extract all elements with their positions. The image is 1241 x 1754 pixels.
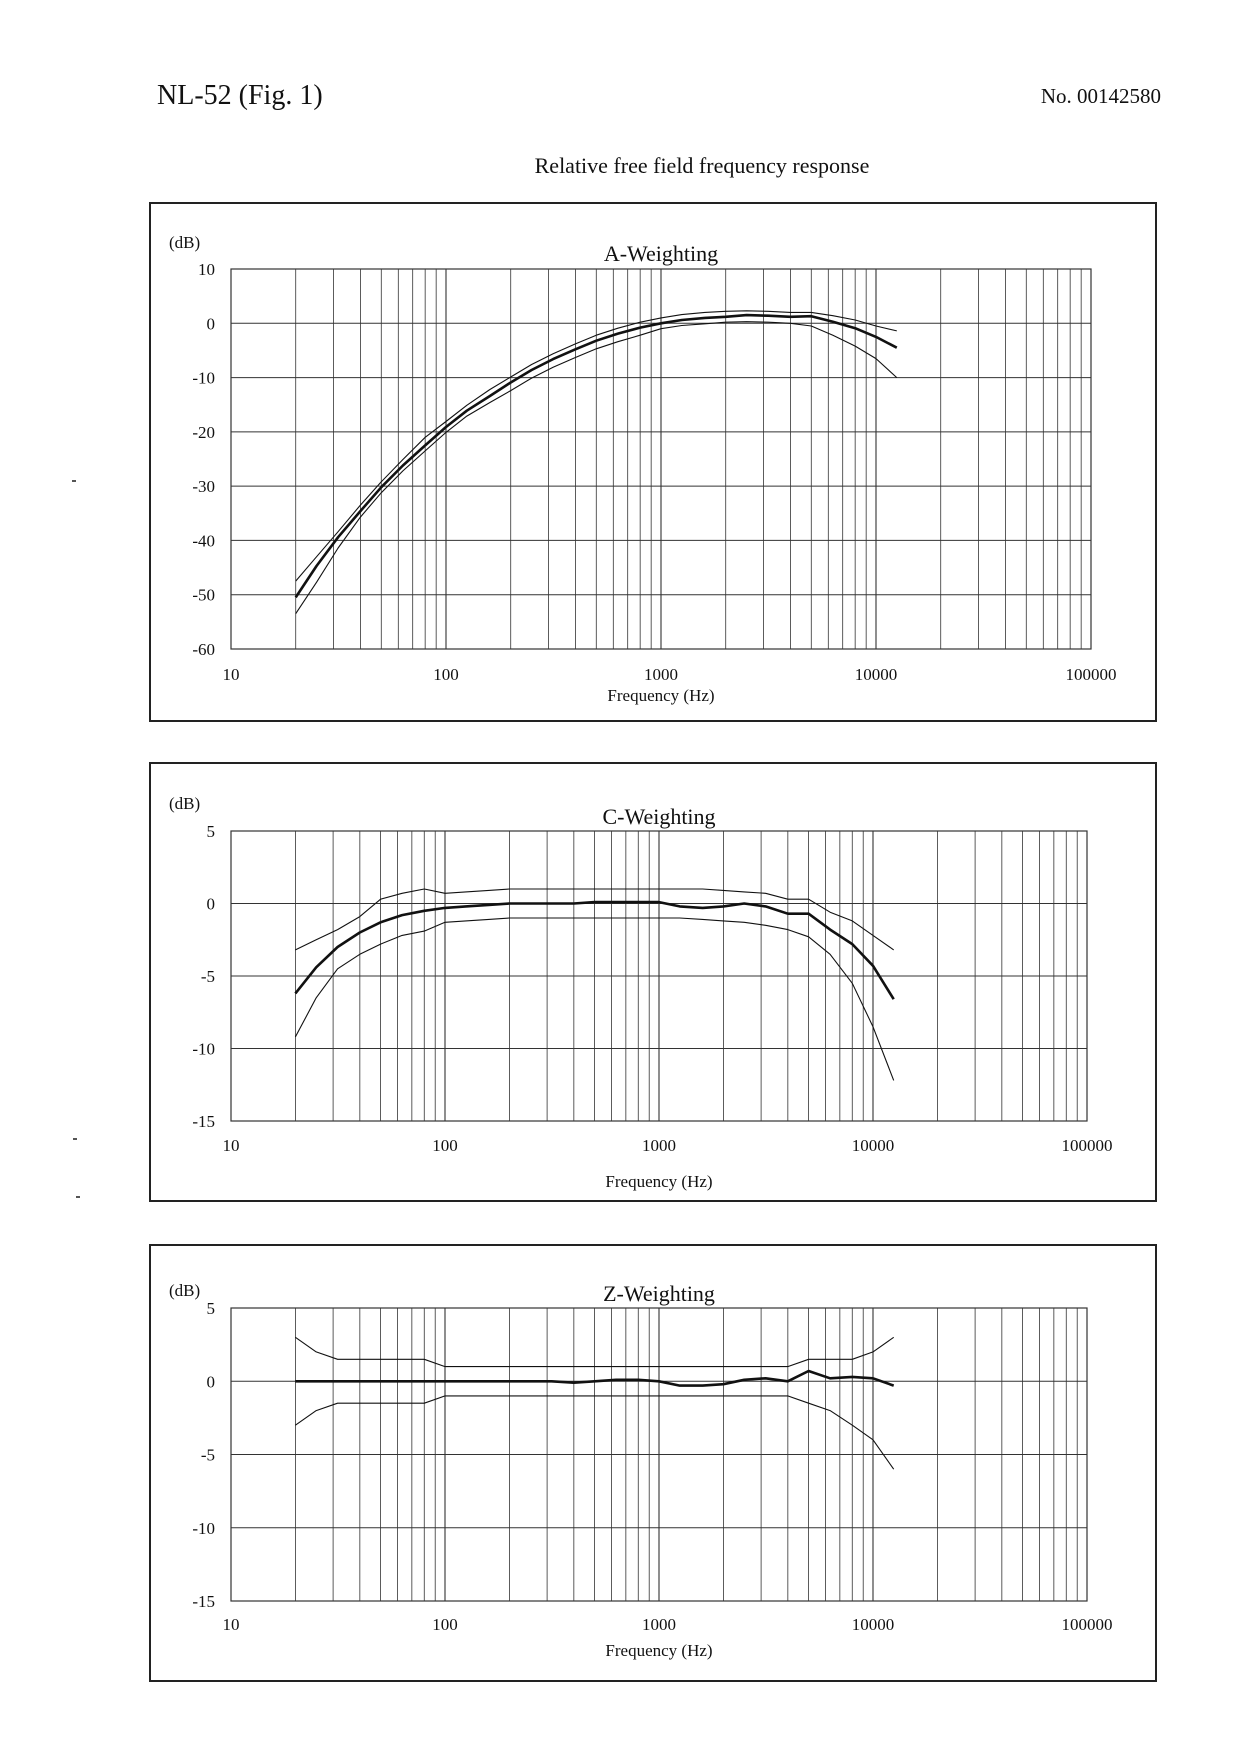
- x-tick-label: 100: [433, 665, 459, 684]
- scan-mark: [73, 1138, 77, 1140]
- c-weighting-chart: [151, 764, 1159, 1204]
- y-tick-label: 5: [206, 822, 215, 841]
- x-tick-label: 100: [432, 1136, 458, 1155]
- y-tick-label: -15: [192, 1112, 215, 1131]
- y-tick-label: 5: [206, 1299, 215, 1318]
- y-tick-label: -10: [192, 368, 215, 388]
- x-tick-label: 1000: [642, 1615, 676, 1634]
- x-tick-label: 100: [432, 1615, 458, 1634]
- y-tick-label: -10: [192, 1518, 215, 1538]
- y-axis-label: (dB): [169, 233, 201, 252]
- c-weighting-panel: [149, 762, 1157, 1202]
- x-tick-label: 1000: [642, 1136, 676, 1155]
- y-tick-label: -50: [192, 585, 215, 605]
- x-axis-label: Frequency (Hz): [605, 1172, 713, 1191]
- x-tick-label: 10000: [854, 665, 898, 684]
- y-tick-label: 0: [206, 894, 215, 914]
- x-tick-label: 10000: [851, 1136, 895, 1155]
- x-axis-label: Frequency (Hz): [607, 686, 715, 705]
- x-axis-label: Frequency (Hz): [605, 1641, 713, 1660]
- x-tick-label: 1000: [644, 665, 678, 684]
- document-number: No. 00142580: [1040, 84, 1161, 108]
- y-tick-label: 0: [206, 314, 215, 334]
- y-tick-label: -5: [200, 967, 215, 986]
- y-tick-label: -40: [192, 531, 215, 551]
- a-weighting-panel: [149, 202, 1157, 722]
- a-weighting-chart: [151, 204, 1159, 724]
- y-axis-label: (dB): [169, 1281, 201, 1300]
- chart-title: A-Weighting: [603, 241, 719, 266]
- chart-title: Z-Weighting: [603, 1281, 715, 1306]
- x-tick-label: 100000: [1061, 1615, 1113, 1634]
- y-tick-label: -10: [192, 1039, 215, 1059]
- y-tick-label: -20: [192, 422, 215, 442]
- x-tick-label: 10000: [851, 1615, 895, 1634]
- y-tick-label: -5: [200, 1445, 215, 1465]
- scan-mark: [76, 1196, 80, 1198]
- x-tick-label: 10: [222, 1136, 240, 1155]
- figure-label: NL-52 (Fig. 1): [157, 80, 323, 111]
- x-tick-label: 10: [222, 665, 240, 684]
- y-tick-label: -60: [192, 640, 215, 659]
- y-tick-label: 10: [198, 260, 215, 279]
- y-axis-label: (dB): [169, 794, 201, 813]
- x-tick-label: 10: [222, 1615, 240, 1634]
- x-tick-label: 100000: [1061, 1136, 1113, 1155]
- x-tick-label: 100000: [1065, 665, 1117, 684]
- z-weighting-chart: [151, 1246, 1159, 1684]
- y-tick-label: -15: [192, 1592, 215, 1611]
- scan-mark: [72, 480, 76, 482]
- chart-title: C-Weighting: [602, 804, 716, 829]
- page-title: Relative free field frequency response: [534, 153, 870, 178]
- y-tick-label: -30: [192, 477, 215, 497]
- y-tick-label: 0: [206, 1372, 215, 1392]
- z-weighting-panel: [149, 1244, 1157, 1682]
